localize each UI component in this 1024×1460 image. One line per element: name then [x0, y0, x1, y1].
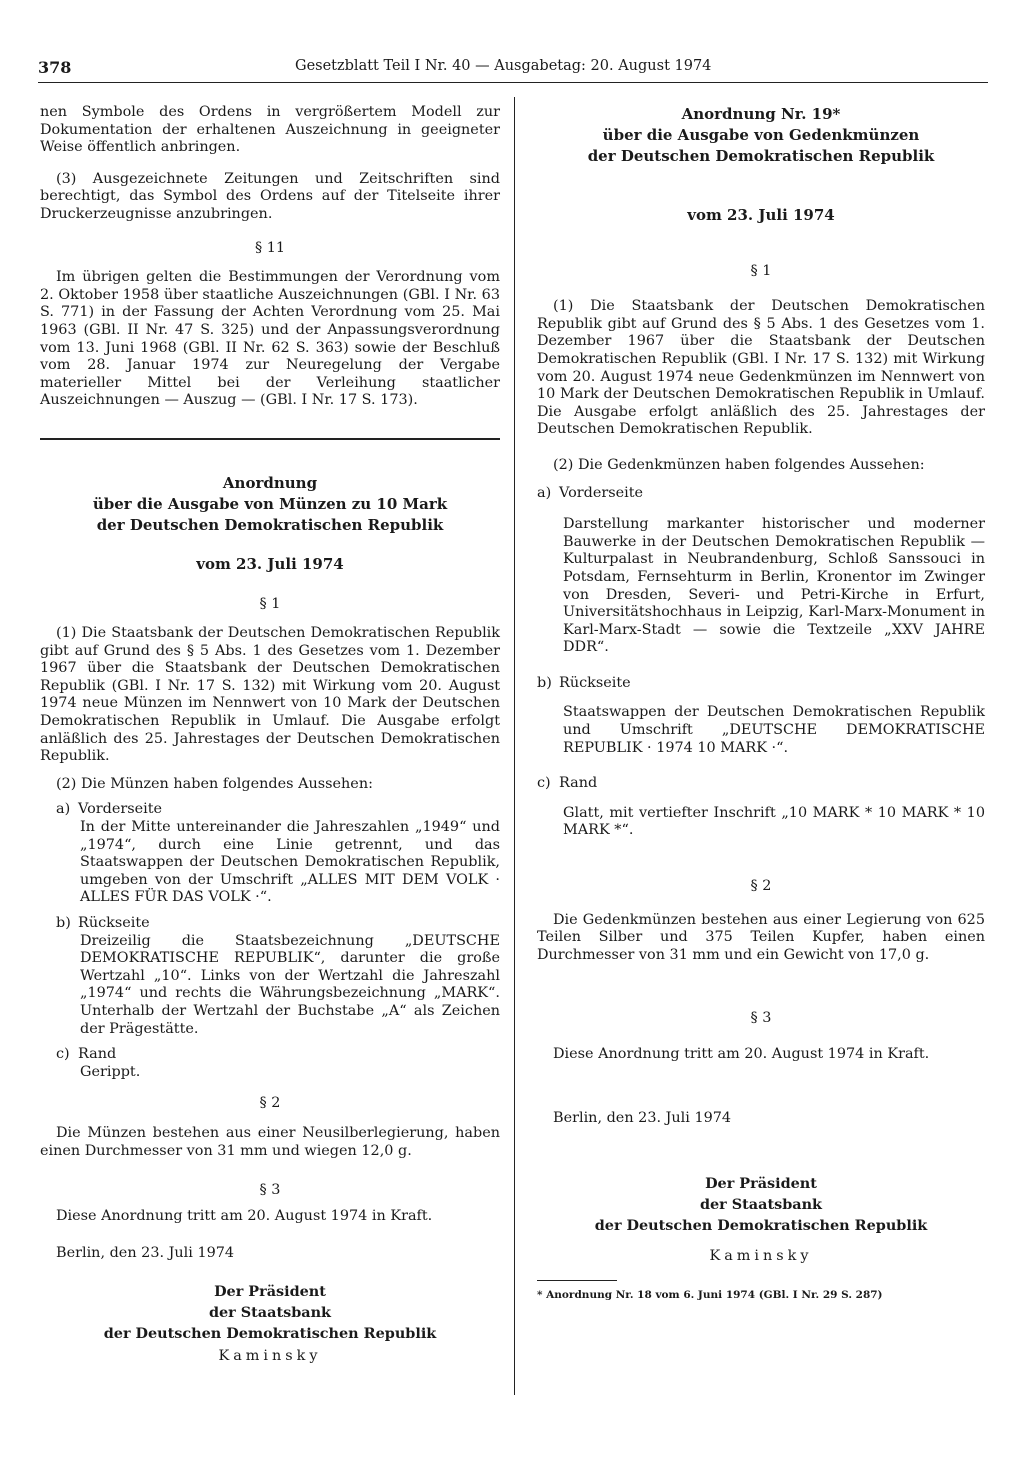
signature-line-3: der Deutschen Demokratischen Republik — [103, 1324, 437, 1342]
item-b-label: b) — [537, 674, 552, 691]
item-c — [56, 1046, 500, 1064]
section-11-text: Im übrigen gelten die Bestimmungen der Verordnung vom 2. Oktober 1958 über staatliche Auszeichnungen (GBl. I Nr. 63 S. 771) in der Fassung der Achten Verordnung vom 25. Mai 1963 (GBl. II Nr. 47 S. 325) und der Anpassungsverordnung vom 13. Juni 1968 (GBl. II Nr. 62 S. 363) sowie der Beschluß vom 28. Januar 1974 zur Neuregelung der Vergabe materieller Mittel bei der Verleihung staatlicher Auszeichnungen — Auszug — (GBl. I Nr. 17 S. 173). — [40, 269, 500, 409]
decree-title-line-3: der Deutschen Demokratischen Republik — [96, 515, 444, 534]
item-a-label: a) — [56, 801, 71, 818]
item-c-title: Rand — [78, 1046, 117, 1063]
item-c-label: c) — [56, 1046, 70, 1063]
section-2-heading: § 2 — [259, 1095, 281, 1112]
item-a-label: a) — [537, 484, 552, 501]
section-2-text: Die Gedenkmünzen bestehen aus einer Legierung von 625 Teilen Silber und 375 Teilen Kupfer, haben einen Durchmesser von 31 mm und ein Gewicht von 17,0 g. — [537, 911, 985, 963]
decree-title-line-2: über die Ausgabe von Münzen zu 10 Mark — [92, 494, 448, 513]
section-1-heading: § 1 — [750, 262, 772, 279]
item-a-text: In der Mitte untereinander die Jahreszahlen „1949“ und „1974“, durch eine Linie getrennt, und das Staatswappen der Deutschen Demokratischen Republik, umgeben von der Umschrift „ALLES MIT DEM VOLK · ALLES FÜR DAS VOLK ·“. — [80, 819, 500, 906]
column-divider — [514, 97, 515, 1395]
section-2-text: Die Münzen bestehen aus einer Neusilberlegierung, haben einen Durchmesser von 31 mm und wiegen 12,0 g. — [40, 1124, 500, 1159]
item-a-title: Vorderseite — [78, 801, 163, 818]
section-3-heading: § 3 — [259, 1182, 281, 1199]
decree-date: vom 23. Juli 1974 — [196, 554, 344, 573]
item-b-text: Staatswappen der Deutschen Demokratischen Republik und Umschrift „DEUTSCHE DEMOKRATISCHE REPUBLIK · 1974 10 MARK ·“. — [563, 704, 985, 756]
section-1-paragraph-2: (2) Die Münzen haben folgendes Aussehen: — [56, 775, 373, 792]
item-b-text: Dreizeilig die Staatsbezeichnung „DEUTSCHE DEMOKRATISCHE REPUBLIK“, darunter die große Wertzahl „10“. Links von der Wertzahl die Jahreszahl „1974“ und rechts die Währungsbezeichnung „MARK“. Unterhalb der Wertzahl der Buchstabe „A“ als Zeichen der Prägestätte. — [80, 932, 500, 1037]
section-1-heading: § 1 — [259, 595, 281, 612]
decree-title — [40, 473, 500, 536]
paragraph-3: (3) Ausgezeichnete Zeitungen und Zeitschriften sind berechtigt, das Symbol des Ordens auf der Titelseite ihrer Druckerzeugnisse anzubringen. — [40, 170, 500, 222]
item-c-text: Gerippt. — [80, 1063, 141, 1080]
signature-block — [537, 1173, 985, 1266]
item-c-text: Glatt, mit vertiefter Inschrift „10 MARK * 10 MARK * 10 MARK *“. — [563, 804, 985, 839]
section-2-heading: § 2 — [750, 878, 772, 895]
section-divider — [40, 438, 500, 440]
page-number: 378 — [38, 58, 72, 77]
signature-line-2: der Staatsbank — [208, 1303, 332, 1321]
item-b — [56, 915, 500, 933]
item-b-label: b) — [56, 915, 71, 931]
decree-date: vom 23. Juli 1974 — [687, 206, 835, 224]
section-1-paragraph-1: (1) Die Staatsbank der Deutschen Demokratischen Republik gibt auf Grund des § 5 Abs. 1 des Gesetzes vom 1. Dezember 1967 über die Staatsbank der Deutschen Demokratischen Republik (GBl. I Nr. 17 S. 132) mit Wirkung vom 20. August 1974 neue Münzen im Nennwert von 10 Mark der Deutschen Demokratischen Republik in Umlauf. Die Ausgabe erfolgt anläßlich des 25. Jahrestages der Deutschen Demokratischen Republik. — [40, 625, 500, 765]
item-c — [537, 775, 985, 793]
signature-line-1: Der Präsident — [214, 1282, 326, 1300]
page-header-title: Gesetzblatt Teil I Nr. 40 — Ausgabetag: 20. August 1974 — [295, 58, 712, 74]
item-c-title: Rand — [559, 775, 598, 792]
header-rule — [38, 82, 988, 83]
section-1-paragraph-1: (1) Die Staatsbank der Deutschen Demokratischen Republik gibt auf Grund des § 5 Abs. 1 des Gesetzes vom 1. Dezember 1967 über die Staatsbank der Deutschen Demokratischen Republik (GBl. I Nr. 17 S. 132) mit Wirkung vom 20. August 1974 neue Gedenkmünzen im Nennwert von 10 Mark der Deutschen Demokratischen Republik in Umlauf. Die Ausgabe erfolgt anläßlich des 25. Jahrestages der Deutschen Demokratischen Republik. — [537, 298, 985, 438]
right-column — [537, 104, 985, 1304]
item-a — [56, 801, 500, 819]
section-1-paragraph-2: (2) Die Gedenkmünzen haben folgendes Aussehen: — [553, 456, 925, 473]
decree-title-line-1: Anordnung Nr. 19* — [681, 105, 841, 123]
item-c-label: c) — [537, 775, 551, 792]
decree-title-line-3: der Deutschen Demokratischen Republik — [587, 147, 935, 165]
signature-line-3: der Deutschen Demokratischen Republik — [594, 1217, 928, 1235]
item-a — [537, 485, 985, 503]
section-11-heading: § 11 — [254, 239, 286, 256]
decree-title-line-2: über die Ausgabe von Gedenkmünzen — [602, 126, 920, 144]
page-header — [38, 58, 988, 82]
signature-line-1: Der Präsident — [705, 1175, 817, 1193]
signature-line-2: der Staatsbank — [699, 1196, 823, 1214]
item-b-title: Rückseite — [78, 915, 150, 931]
place-date: Berlin, den 23. Juli 1974 — [56, 1245, 235, 1262]
section-3-heading: § 3 — [750, 1010, 772, 1027]
continued-paragraph: nen Symbole des Ordens in vergrößertem Modell zur Dokumentation der erhaltenen Auszeichnung in geeigneter Weise öffentlich anbringen. — [40, 104, 500, 156]
section-3-text: Diese Anordnung tritt am 20. August 1974 in Kraft. — [553, 1046, 930, 1062]
section-3-text: Diese Anordnung tritt am 20. August 1974 in Kraft. — [56, 1207, 433, 1224]
left-column — [40, 104, 500, 1366]
place-date: Berlin, den 23. Juli 1974 — [553, 1109, 732, 1126]
signatory-name: Kaminsky — [218, 1347, 322, 1364]
footnote: * Anordnung Nr. 18 vom 6. Juni 1974 (GBl. I Nr. 29 S. 287) — [537, 1288, 883, 1301]
signature-block — [40, 1281, 500, 1366]
footnote-rule — [537, 1280, 617, 1281]
item-a-text: Darstellung markanter historischer und moderner Bauwerke in der Deutschen Demokratischen Republik — Kulturpalast in Neubrandenburg, Schloß Sanssouci in Potsdam, Fernsehturm in Berlin, Kronentor im Zwinger von Dresden, Severi- und Petri-Kirche in Erfurt, Universitätshochhaus in Leipzig, Karl-Marx-Monument in Karl-Marx-Stadt — sowie die Textzeile „XXV JAHRE DDR“. — [563, 516, 985, 656]
signatory-name: Kaminsky — [709, 1248, 813, 1265]
decree-title-line-1: Anordnung — [222, 473, 318, 492]
item-b-title: Rückseite — [559, 674, 631, 691]
item-a-title: Vorderseite — [559, 484, 644, 501]
item-b — [537, 675, 985, 693]
decree-title — [537, 104, 985, 167]
